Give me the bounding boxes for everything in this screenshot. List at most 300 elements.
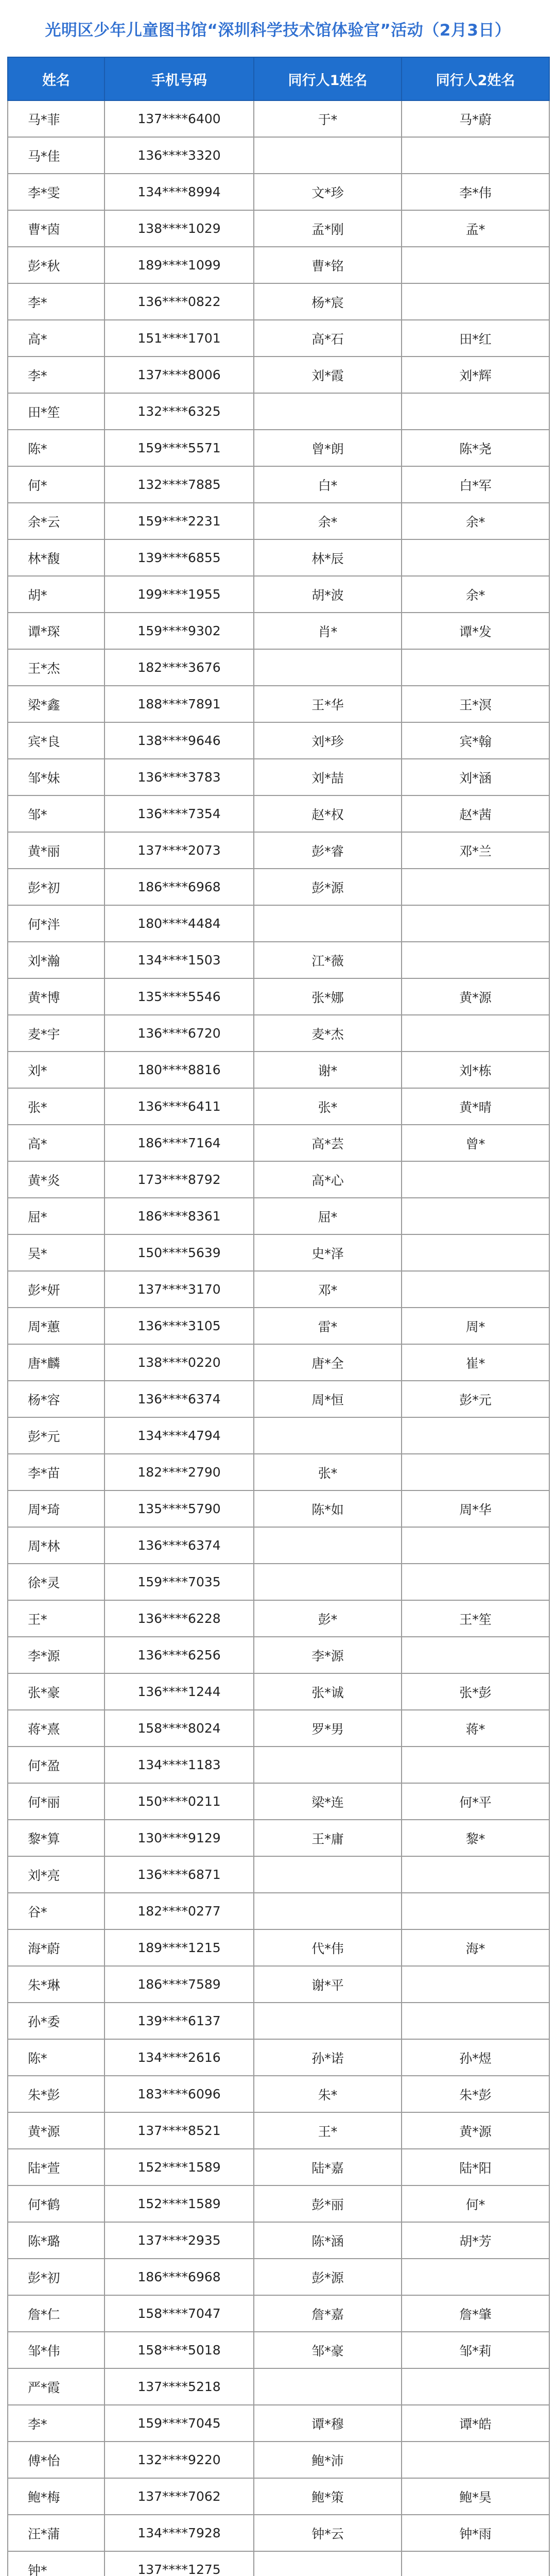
cell-companion-2: 海* xyxy=(402,1929,549,1966)
cell-companion-1: 曾*朗 xyxy=(254,430,402,466)
cell-companion-2 xyxy=(402,942,549,978)
cell-companion-1: 彭*源 xyxy=(254,869,402,905)
table-row xyxy=(8,1198,549,1234)
cell-name: 马*菲 xyxy=(8,100,105,137)
table-row xyxy=(8,1308,549,1344)
cell-companion-2: 刘*辉 xyxy=(402,357,549,393)
cell-companion-1 xyxy=(254,1893,402,1929)
table-row xyxy=(8,1454,549,1490)
cell-companion-1: 邹*豪 xyxy=(254,2332,402,2368)
table-row xyxy=(8,1747,549,1783)
table-row xyxy=(8,1564,549,1600)
cell-name: 屈* xyxy=(8,1198,105,1234)
cell-companion-1: 詹*嘉 xyxy=(254,2295,402,2332)
cell-phone: 134****4794 xyxy=(105,1417,254,1454)
table-row xyxy=(8,2259,549,2295)
table-row xyxy=(8,2076,549,2112)
cell-phone: 136****3783 xyxy=(105,759,254,795)
cell-companion-2: 钟*雨 xyxy=(402,2515,549,2551)
cell-companion-1: 刘*霞 xyxy=(254,357,402,393)
table-row xyxy=(8,100,549,137)
table-row xyxy=(8,503,549,539)
cell-companion-1: 彭*睿 xyxy=(254,832,402,869)
table-row xyxy=(8,722,549,759)
table-row xyxy=(8,393,549,430)
cell-phone: 136****6256 xyxy=(105,1637,254,1673)
cell-name: 杨*容 xyxy=(8,1381,105,1417)
table-row xyxy=(8,137,549,174)
table-row xyxy=(8,576,549,613)
cell-companion-1: 王*华 xyxy=(254,686,402,722)
cell-name: 高* xyxy=(8,1125,105,1161)
cell-phone: 132****7885 xyxy=(105,466,254,503)
cell-companion-2: 何*平 xyxy=(402,1783,549,1820)
table-row xyxy=(8,247,549,283)
cell-companion-1 xyxy=(254,2551,402,2576)
cell-companion-2: 孟* xyxy=(402,210,549,247)
cell-name: 彭*秋 xyxy=(8,247,105,283)
cell-companion-2: 刘*涵 xyxy=(402,759,549,795)
cell-companion-2 xyxy=(402,1747,549,1783)
cell-companion-2: 谭*发 xyxy=(402,613,549,649)
cell-name: 李* xyxy=(8,357,105,393)
cell-name: 海*蔚 xyxy=(8,1929,105,1966)
table-row xyxy=(8,1052,549,1088)
table-row xyxy=(8,357,549,393)
table-row xyxy=(8,2368,549,2405)
cell-name: 梁*鑫 xyxy=(8,686,105,722)
cell-name: 周*林 xyxy=(8,1527,105,1564)
table-row xyxy=(8,539,549,576)
cell-name: 彭*初 xyxy=(8,869,105,905)
cell-companion-2 xyxy=(402,137,549,174)
cell-phone: 136****6228 xyxy=(105,1600,254,1637)
cell-name: 田*笙 xyxy=(8,393,105,430)
cell-companion-2: 刘*栋 xyxy=(402,1052,549,1088)
cell-companion-2: 余* xyxy=(402,503,549,539)
cell-name: 何* xyxy=(8,466,105,503)
cell-companion-2: 谭*皓 xyxy=(402,2405,549,2442)
cell-companion-2: 周*华 xyxy=(402,1490,549,1527)
cell-companion-1: 周*恒 xyxy=(254,1381,402,1417)
cell-companion-1 xyxy=(254,1417,402,1454)
cell-companion-2 xyxy=(402,649,549,686)
table-row xyxy=(8,2295,549,2332)
cell-companion-1: 彭*源 xyxy=(254,2259,402,2295)
cell-companion-2 xyxy=(402,1637,549,1673)
header-name: 姓名 xyxy=(8,57,105,100)
cell-companion-1: 林*辰 xyxy=(254,539,402,576)
cell-companion-1: 朱* xyxy=(254,2076,402,2112)
table-row xyxy=(8,649,549,686)
table-row xyxy=(8,1527,549,1564)
table-row xyxy=(8,1893,549,1929)
cell-name: 高* xyxy=(8,320,105,357)
cell-companion-2 xyxy=(402,2368,549,2405)
cell-companion-1: 高*芸 xyxy=(254,1125,402,1161)
cell-name: 李*苗 xyxy=(8,1454,105,1490)
cell-phone: 151****1701 xyxy=(105,320,254,357)
table-row xyxy=(8,1600,549,1637)
cell-phone: 136****1244 xyxy=(105,1673,254,1710)
cell-companion-1 xyxy=(254,137,402,174)
table-row xyxy=(8,759,549,795)
table-row xyxy=(8,210,549,247)
cell-name: 蒋*熹 xyxy=(8,1710,105,1747)
cell-phone: 186****7164 xyxy=(105,1125,254,1161)
cell-name: 陈* xyxy=(8,430,105,466)
cell-companion-1: 胡*波 xyxy=(254,576,402,613)
table-row xyxy=(8,1381,549,1417)
cell-name: 汪*蒲 xyxy=(8,2515,105,2551)
page-title: 光明区少年儿童图书馆“深圳科学技术馆体验官”活动（2月3日） xyxy=(45,21,511,40)
cell-phone: 136****3320 xyxy=(105,137,254,174)
table-row xyxy=(8,978,549,1015)
cell-phone: 158****7047 xyxy=(105,2295,254,2332)
cell-phone: 132****9220 xyxy=(105,2442,254,2478)
cell-name: 陆*萱 xyxy=(8,2149,105,2185)
cell-name: 朱*彭 xyxy=(8,2076,105,2112)
cell-phone: 159****7035 xyxy=(105,1564,254,1600)
cell-name: 孙*委 xyxy=(8,2003,105,2039)
cell-name: 马*佳 xyxy=(8,137,105,174)
table-row xyxy=(8,942,549,978)
cell-phone: 159****7045 xyxy=(105,2405,254,2442)
table-row xyxy=(8,1490,549,1527)
cell-name: 宾*良 xyxy=(8,722,105,759)
cell-companion-2: 詹*肇 xyxy=(402,2295,549,2332)
cell-name: 钟* xyxy=(8,2551,105,2576)
cell-phone: 189****1099 xyxy=(105,247,254,283)
cell-companion-2: 何* xyxy=(402,2185,549,2222)
cell-phone: 137****8006 xyxy=(105,357,254,393)
cell-name: 曹*茵 xyxy=(8,210,105,247)
cell-phone: 186****6968 xyxy=(105,2259,254,2295)
cell-companion-1: 刘*喆 xyxy=(254,759,402,795)
cell-companion-1 xyxy=(254,1564,402,1600)
cell-companion-1: 邓* xyxy=(254,1271,402,1308)
cell-companion-2: 王*溟 xyxy=(402,686,549,722)
cell-companion-2: 胡*芳 xyxy=(402,2222,549,2259)
table-row xyxy=(8,2478,549,2515)
cell-companion-1: 赵*权 xyxy=(254,795,402,832)
table-row xyxy=(8,1783,549,1820)
cell-name: 彭*元 xyxy=(8,1417,105,1454)
cell-companion-1: 陈*涵 xyxy=(254,2222,402,2259)
table-row xyxy=(8,613,549,649)
cell-companion-1: 鲍*策 xyxy=(254,2478,402,2515)
cell-name: 彭*妍 xyxy=(8,1271,105,1308)
cell-companion-2 xyxy=(402,1527,549,1564)
cell-phone: 182****3676 xyxy=(105,649,254,686)
table-row xyxy=(8,1929,549,1966)
table-row xyxy=(8,2332,549,2368)
cell-companion-1 xyxy=(254,2368,402,2405)
cell-companion-1 xyxy=(254,1527,402,1564)
cell-phone: 182****0277 xyxy=(105,1893,254,1929)
cell-phone: 199****1955 xyxy=(105,576,254,613)
table-row xyxy=(8,2003,549,2039)
cell-companion-2: 田*红 xyxy=(402,320,549,357)
cell-companion-2 xyxy=(402,1856,549,1893)
table-row xyxy=(8,1417,549,1454)
cell-name: 詹*仁 xyxy=(8,2295,105,2332)
table-row xyxy=(8,2222,549,2259)
cell-companion-1: 高*石 xyxy=(254,320,402,357)
cell-companion-2: 孙*煜 xyxy=(402,2039,549,2076)
cell-companion-2 xyxy=(402,283,549,320)
cell-companion-1 xyxy=(254,1747,402,1783)
table-row xyxy=(8,2551,549,2576)
cell-companion-1: 文*珍 xyxy=(254,174,402,210)
cell-phone: 139****6137 xyxy=(105,2003,254,2039)
cell-name: 麦*宇 xyxy=(8,1015,105,1052)
cell-name: 黄*源 xyxy=(8,2112,105,2149)
cell-companion-1: 张* xyxy=(254,1088,402,1125)
cell-companion-2: 张*彭 xyxy=(402,1673,549,1710)
cell-name: 何*鹤 xyxy=(8,2185,105,2222)
cell-name: 何*泮 xyxy=(8,905,105,942)
table-row xyxy=(8,1088,549,1125)
cell-companion-2: 曾* xyxy=(402,1125,549,1161)
cell-name: 林*馥 xyxy=(8,539,105,576)
cell-phone: 158****5018 xyxy=(105,2332,254,2368)
table-row xyxy=(8,869,549,905)
cell-name: 何*盈 xyxy=(8,1747,105,1783)
cell-companion-2: 邓*兰 xyxy=(402,832,549,869)
table-row xyxy=(8,1161,549,1198)
cell-phone: 132****6325 xyxy=(105,393,254,430)
cell-name: 黄*丽 xyxy=(8,832,105,869)
cell-companion-2 xyxy=(402,1454,549,1490)
cell-name: 张*豪 xyxy=(8,1673,105,1710)
cell-companion-2: 王*笙 xyxy=(402,1600,549,1637)
cell-companion-1 xyxy=(254,649,402,686)
table-row xyxy=(8,174,549,210)
cell-companion-1: 张*娜 xyxy=(254,978,402,1015)
cell-companion-1 xyxy=(254,2003,402,2039)
cell-phone: 183****6096 xyxy=(105,2076,254,2112)
table-row xyxy=(8,905,549,942)
cell-companion-1: 彭*丽 xyxy=(254,2185,402,2222)
cell-companion-1: 梁*连 xyxy=(254,1783,402,1820)
cell-companion-1: 史*泽 xyxy=(254,1234,402,1271)
cell-name: 徐*灵 xyxy=(8,1564,105,1600)
cell-companion-1: 张* xyxy=(254,1454,402,1490)
cell-phone: 159****2231 xyxy=(105,503,254,539)
cell-phone: 139****6855 xyxy=(105,539,254,576)
cell-name: 吴* xyxy=(8,1234,105,1271)
cell-companion-1: 陈*如 xyxy=(254,1490,402,1527)
cell-name: 何*丽 xyxy=(8,1783,105,1820)
cell-companion-1: 彭* xyxy=(254,1600,402,1637)
cell-phone: 182****2790 xyxy=(105,1454,254,1490)
cell-name: 李*雯 xyxy=(8,174,105,210)
table-row xyxy=(8,1344,549,1381)
cell-companion-1 xyxy=(254,905,402,942)
cell-name: 彭*初 xyxy=(8,2259,105,2295)
cell-name: 邹*妹 xyxy=(8,759,105,795)
cell-name: 唐*麟 xyxy=(8,1344,105,1381)
cell-companion-1: 谢* xyxy=(254,1052,402,1088)
cell-companion-2 xyxy=(402,1966,549,2003)
cell-companion-2 xyxy=(402,2551,549,2576)
cell-companion-2: 宾*翰 xyxy=(402,722,549,759)
cell-companion-2 xyxy=(402,1015,549,1052)
cell-phone: 137****7062 xyxy=(105,2478,254,2515)
cell-companion-2: 朱*彭 xyxy=(402,2076,549,2112)
table-row xyxy=(8,1710,549,1747)
cell-companion-2 xyxy=(402,1417,549,1454)
cell-phone: 136****6374 xyxy=(105,1527,254,1564)
cell-phone: 158****8024 xyxy=(105,1710,254,1747)
cell-name: 周*琦 xyxy=(8,1490,105,1527)
cell-companion-1: 江*薇 xyxy=(254,942,402,978)
cell-phone: 173****8792 xyxy=(105,1161,254,1198)
cell-name: 刘*瀚 xyxy=(8,942,105,978)
cell-companion-1: 曹*铭 xyxy=(254,247,402,283)
cell-phone: 150****5639 xyxy=(105,1234,254,1271)
table-row xyxy=(8,1856,549,1893)
cell-phone: 136****6411 xyxy=(105,1088,254,1125)
cell-phone: 136****0822 xyxy=(105,283,254,320)
cell-companion-1: 鲍*沛 xyxy=(254,2442,402,2478)
cell-companion-1: 张*诚 xyxy=(254,1673,402,1710)
cell-phone: 135****5790 xyxy=(105,1490,254,1527)
table-header-row xyxy=(8,57,549,100)
cell-phone: 137****2073 xyxy=(105,832,254,869)
table-row xyxy=(8,320,549,357)
cell-phone: 134****8994 xyxy=(105,174,254,210)
table-row xyxy=(8,795,549,832)
cell-phone: 180****4484 xyxy=(105,905,254,942)
participant-table xyxy=(7,57,550,2576)
cell-name: 邹*伟 xyxy=(8,2332,105,2368)
cell-companion-2: 鲍*昊 xyxy=(402,2478,549,2515)
cell-phone: 186****6968 xyxy=(105,869,254,905)
cell-phone: 134****2616 xyxy=(105,2039,254,2076)
cell-name: 鲍*梅 xyxy=(8,2478,105,2515)
cell-companion-2 xyxy=(402,2442,549,2478)
table-row xyxy=(8,2442,549,2478)
cell-companion-1: 屈* xyxy=(254,1198,402,1234)
table-row xyxy=(8,1820,549,1856)
cell-name: 黄*博 xyxy=(8,978,105,1015)
table-row xyxy=(8,1125,549,1161)
table-row xyxy=(8,1015,549,1052)
cell-name: 谷* xyxy=(8,1893,105,1929)
cell-companion-2: 周* xyxy=(402,1308,549,1344)
table-row xyxy=(8,2112,549,2149)
cell-companion-2 xyxy=(402,1198,549,1234)
cell-phone: 136****3105 xyxy=(105,1308,254,1344)
cell-name: 李*源 xyxy=(8,1637,105,1673)
cell-name: 严*霞 xyxy=(8,2368,105,2405)
cell-companion-1 xyxy=(254,1856,402,1893)
cell-companion-2 xyxy=(402,247,549,283)
cell-companion-1: 孟*刚 xyxy=(254,210,402,247)
cell-companion-1: 余* xyxy=(254,503,402,539)
cell-companion-1: 高*心 xyxy=(254,1161,402,1198)
table-body xyxy=(8,100,549,2576)
cell-phone: 189****1215 xyxy=(105,1929,254,1966)
cell-companion-2 xyxy=(402,393,549,430)
cell-companion-2: 余* xyxy=(402,576,549,613)
cell-name: 李* xyxy=(8,283,105,320)
table-row xyxy=(8,466,549,503)
cell-companion-2: 黎* xyxy=(402,1820,549,1856)
cell-companion-1: 唐*全 xyxy=(254,1344,402,1381)
cell-companion-1: 雷* xyxy=(254,1308,402,1344)
cell-companion-1: 陆*嘉 xyxy=(254,2149,402,2185)
cell-phone: 186****8361 xyxy=(105,1198,254,1234)
cell-phone: 130****9129 xyxy=(105,1820,254,1856)
cell-companion-1: 麦*杰 xyxy=(254,1015,402,1052)
cell-name: 黄*炎 xyxy=(8,1161,105,1198)
cell-companion-2: 黄*源 xyxy=(402,2112,549,2149)
cell-phone: 138****1029 xyxy=(105,210,254,247)
header-companion-1: 同行人1姓名 xyxy=(254,57,402,100)
cell-name: 傅*怡 xyxy=(8,2442,105,2478)
table-row xyxy=(8,1673,549,1710)
cell-phone: 134****1183 xyxy=(105,1747,254,1783)
cell-name: 王*杰 xyxy=(8,649,105,686)
cell-companion-2 xyxy=(402,1161,549,1198)
cell-companion-2: 李*伟 xyxy=(402,174,549,210)
cell-companion-2: 陆*阳 xyxy=(402,2149,549,2185)
cell-phone: 137****8521 xyxy=(105,2112,254,2149)
cell-companion-1: 孙*诺 xyxy=(254,2039,402,2076)
cell-phone: 137****5218 xyxy=(105,2368,254,2405)
table-row xyxy=(8,2185,549,2222)
header-companion-2: 同行人2姓名 xyxy=(402,57,549,100)
cell-companion-2: 赵*茜 xyxy=(402,795,549,832)
cell-companion-1: 罗*男 xyxy=(254,1710,402,1747)
cell-companion-2 xyxy=(402,2003,549,2039)
cell-companion-2: 白*军 xyxy=(402,466,549,503)
cell-companion-2 xyxy=(402,869,549,905)
cell-companion-1: 钟*云 xyxy=(254,2515,402,2551)
cell-name: 周*蕙 xyxy=(8,1308,105,1344)
cell-companion-2: 陈*尧 xyxy=(402,430,549,466)
cell-companion-1: 刘*珍 xyxy=(254,722,402,759)
cell-name: 陈*璐 xyxy=(8,2222,105,2259)
cell-phone: 136****6871 xyxy=(105,1856,254,1893)
cell-companion-1: 杨*宸 xyxy=(254,283,402,320)
cell-companion-2: 崔* xyxy=(402,1344,549,1381)
cell-companion-2: 蒋* xyxy=(402,1710,549,1747)
cell-companion-2 xyxy=(402,539,549,576)
cell-name: 张* xyxy=(8,1088,105,1125)
cell-phone: 136****7354 xyxy=(105,795,254,832)
cell-name: 黎*算 xyxy=(8,1820,105,1856)
table-row xyxy=(8,2149,549,2185)
cell-name: 余*云 xyxy=(8,503,105,539)
table-row xyxy=(8,1271,549,1308)
cell-name: 刘* xyxy=(8,1052,105,1088)
cell-companion-1 xyxy=(254,393,402,430)
table-row xyxy=(8,430,549,466)
cell-phone: 137****6400 xyxy=(105,100,254,137)
cell-companion-1: 王* xyxy=(254,2112,402,2149)
cell-companion-1: 谢*平 xyxy=(254,1966,402,2003)
cell-name: 邹* xyxy=(8,795,105,832)
cell-phone: 136****6720 xyxy=(105,1015,254,1052)
table-row xyxy=(8,832,549,869)
cell-phone: 159****5571 xyxy=(105,430,254,466)
cell-phone: 180****8816 xyxy=(105,1052,254,1088)
cell-companion-1: 白* xyxy=(254,466,402,503)
